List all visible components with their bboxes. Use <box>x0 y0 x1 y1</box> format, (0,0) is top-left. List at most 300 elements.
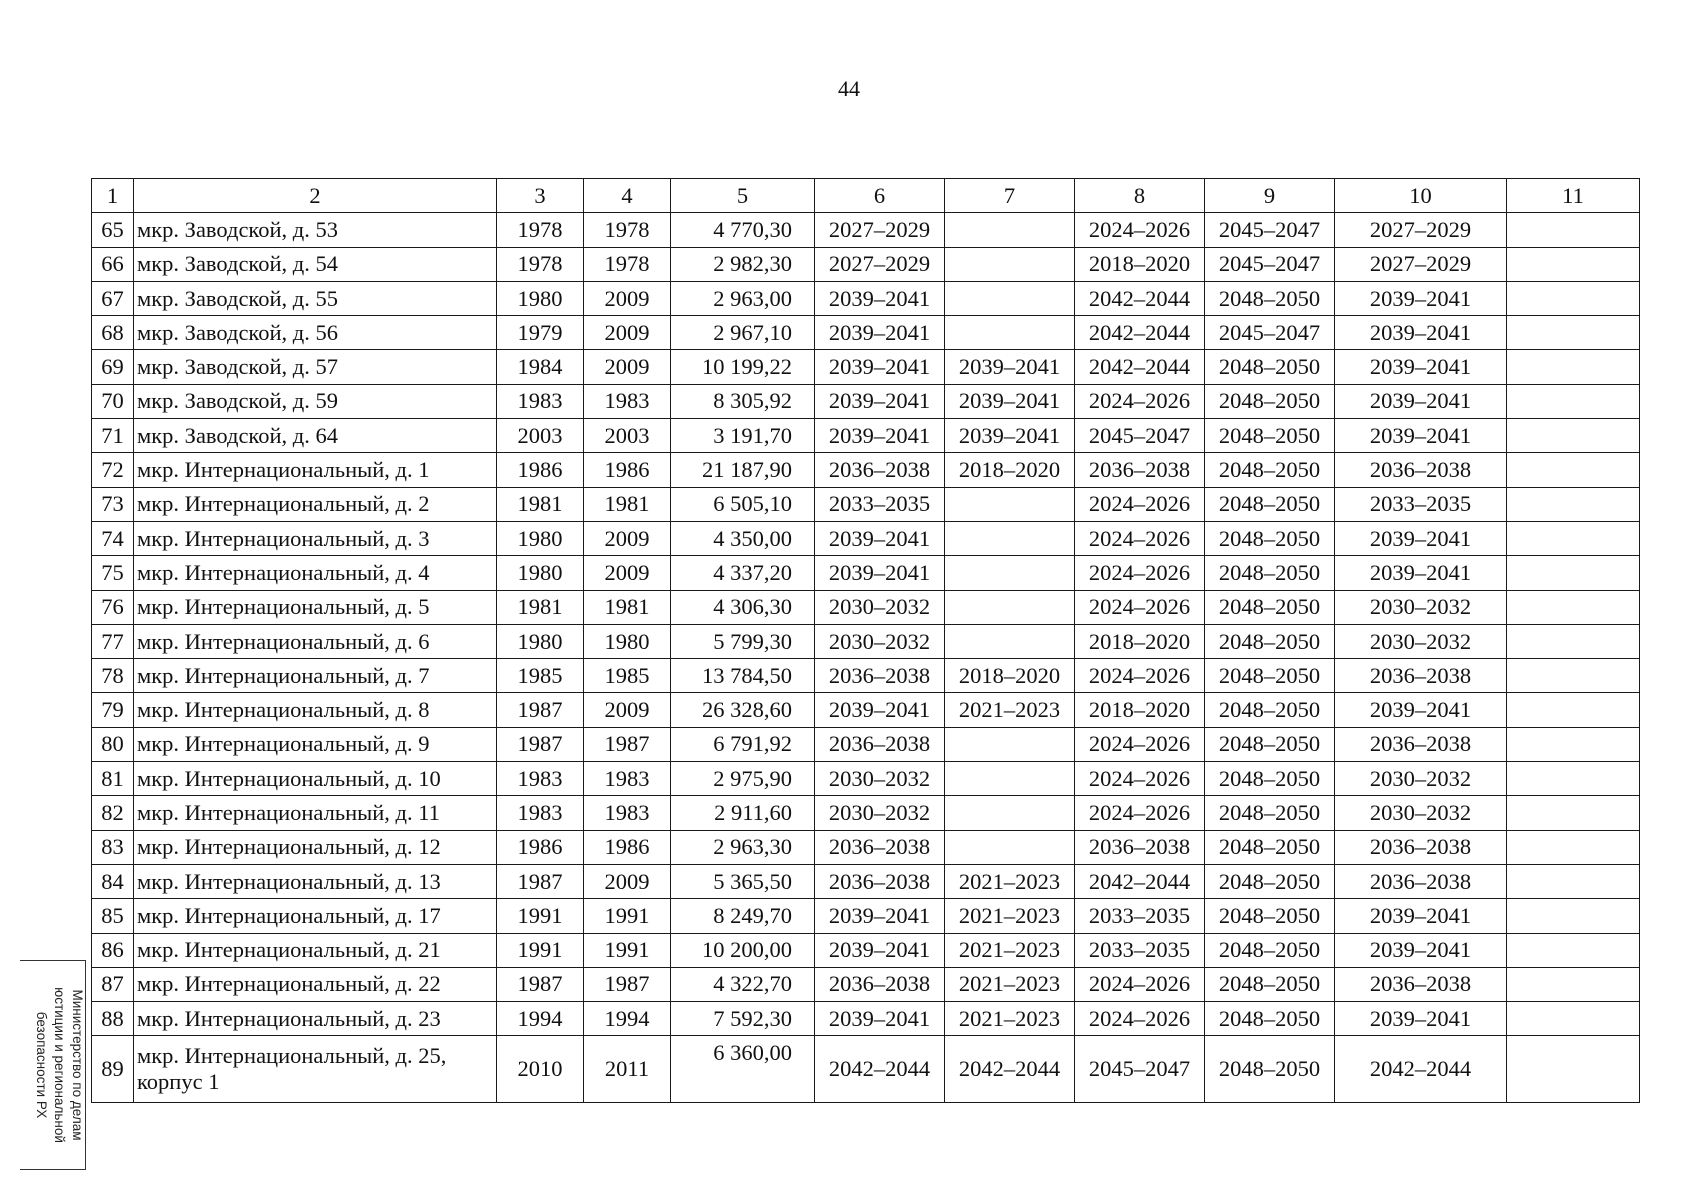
table-cell-col-3: 1987 <box>497 727 584 761</box>
column-header-3: 3 <box>497 179 584 213</box>
table-cell-col-2: мкр. Интернациональный, д. 10 <box>134 762 497 796</box>
table-cell-col-1: 67 <box>92 281 134 315</box>
column-header-1: 1 <box>92 179 134 213</box>
table-cell-col-3: 1987 <box>497 693 584 727</box>
table-cell-col-7 <box>945 830 1075 864</box>
table-cell-col-5: 8 305,92 <box>671 384 815 418</box>
table-cell-col-3: 1986 <box>497 830 584 864</box>
table-body <box>92 213 1640 1103</box>
table-cell-col-11 <box>1507 967 1640 1001</box>
table-cell-col-11 <box>1507 830 1640 864</box>
table-cell-col-4: 1978 <box>584 247 671 281</box>
table-row <box>92 1036 1640 1103</box>
table-cell-col-7: 2021–2023 <box>945 864 1075 898</box>
table-cell-col-11 <box>1507 693 1640 727</box>
table-cell-col-2: мкр. Интернациональный, д. 4 <box>134 556 497 590</box>
table-cell-col-7: 2021–2023 <box>945 899 1075 933</box>
header-row <box>92 179 1640 213</box>
table-cell-col-8: 2024–2026 <box>1075 967 1205 1001</box>
table-cell-col-9: 2048–2050 <box>1205 693 1335 727</box>
column-header-4: 4 <box>584 179 671 213</box>
table-row <box>92 899 1640 933</box>
table-cell-col-5: 8 249,70 <box>671 899 815 933</box>
table-cell-col-3: 1978 <box>497 213 584 247</box>
table-cell-col-9: 2048–2050 <box>1205 1036 1335 1103</box>
column-header-5: 5 <box>671 179 815 213</box>
table-cell-col-7 <box>945 247 1075 281</box>
table-cell-col-1: 87 <box>92 967 134 1001</box>
table-row <box>92 864 1640 898</box>
table-cell-col-6: 2039–2041 <box>815 899 945 933</box>
table-cell-col-7: 2039–2041 <box>945 384 1075 418</box>
table-row <box>92 1002 1640 1036</box>
table-cell-col-4: 1980 <box>584 624 671 658</box>
table-cell-col-5: 2 963,30 <box>671 830 815 864</box>
table-cell-col-10: 2036–2038 <box>1335 830 1507 864</box>
table-cell-col-3: 1987 <box>497 864 584 898</box>
table-cell-col-4: 1978 <box>584 213 671 247</box>
table-cell-col-3: 1980 <box>497 281 584 315</box>
stamp-line: юстиции и региональной <box>52 987 67 1143</box>
table-cell-col-9: 2048–2050 <box>1205 967 1335 1001</box>
table-cell-col-10: 2033–2035 <box>1335 487 1507 521</box>
table-cell-col-2: мкр. Интернациональный, д. 3 <box>134 521 497 555</box>
table-cell-col-9: 2048–2050 <box>1205 384 1335 418</box>
table-cell-col-4: 2009 <box>584 693 671 727</box>
table-cell-col-9: 2048–2050 <box>1205 590 1335 624</box>
table-row <box>92 762 1640 796</box>
table-cell-col-5: 10 200,00 <box>671 933 815 967</box>
table-cell-col-3: 1983 <box>497 384 584 418</box>
table-cell-col-1: 75 <box>92 556 134 590</box>
table-row <box>92 316 1640 350</box>
table-cell-col-10: 2030–2032 <box>1335 590 1507 624</box>
table-cell-col-2: мкр. Интернациональный, д. 1 <box>134 453 497 487</box>
table-cell-col-8: 2024–2026 <box>1075 590 1205 624</box>
table-cell-col-6: 2036–2038 <box>815 864 945 898</box>
table-cell-col-11 <box>1507 521 1640 555</box>
table-cell-col-5: 6 791,92 <box>671 727 815 761</box>
table-cell-col-4: 2009 <box>584 521 671 555</box>
table-cell-col-3: 1985 <box>497 659 584 693</box>
table-cell-col-2: мкр. Заводской, д. 57 <box>134 350 497 384</box>
table-cell-col-10: 2036–2038 <box>1335 967 1507 1001</box>
table-cell-col-8: 2024–2026 <box>1075 762 1205 796</box>
table-cell-col-6: 2039–2041 <box>815 281 945 315</box>
table-cell-col-11 <box>1507 316 1640 350</box>
table-cell-col-4: 1987 <box>584 727 671 761</box>
table-cell-col-3: 1979 <box>497 316 584 350</box>
table-cell-col-2: мкр. Заводской, д. 59 <box>134 384 497 418</box>
table-cell-col-3: 1981 <box>497 590 584 624</box>
table-cell-col-7: 2021–2023 <box>945 967 1075 1001</box>
table-cell-col-11 <box>1507 624 1640 658</box>
table-cell-col-8: 2036–2038 <box>1075 830 1205 864</box>
table-cell-col-9: 2048–2050 <box>1205 933 1335 967</box>
table-cell-col-5: 5 799,30 <box>671 624 815 658</box>
table-cell-col-7 <box>945 281 1075 315</box>
table-cell-col-6: 2039–2041 <box>815 419 945 453</box>
column-header-11: 11 <box>1507 179 1640 213</box>
table-cell-col-11 <box>1507 453 1640 487</box>
table-cell-col-3: 1980 <box>497 624 584 658</box>
registration-stamp-text <box>20 960 86 1170</box>
table-cell-col-8: 2024–2026 <box>1075 1002 1205 1036</box>
table-cell-col-7: 2042–2044 <box>945 1036 1075 1103</box>
table-cell-col-2: мкр. Интернациональный, д. 25, корпус 1 <box>134 1036 497 1103</box>
column-header-2: 2 <box>134 179 497 213</box>
table-cell-col-2: мкр. Интернациональный, д. 13 <box>134 864 497 898</box>
table-cell-col-7 <box>945 556 1075 590</box>
table-row <box>92 350 1640 384</box>
table-cell-col-11 <box>1507 933 1640 967</box>
table-cell-col-10: 2039–2041 <box>1335 933 1507 967</box>
table-cell-col-9: 2048–2050 <box>1205 830 1335 864</box>
table-row <box>92 933 1640 967</box>
table-cell-col-1: 89 <box>92 1036 134 1103</box>
table-cell-col-4: 2009 <box>584 556 671 590</box>
table-cell-col-3: 1991 <box>497 933 584 967</box>
table-cell-col-11 <box>1507 350 1640 384</box>
table-cell-col-6: 2030–2032 <box>815 624 945 658</box>
table-cell-col-6: 2036–2038 <box>815 659 945 693</box>
table-cell-col-8: 2042–2044 <box>1075 864 1205 898</box>
table-cell-col-10: 2027–2029 <box>1335 247 1507 281</box>
table-cell-col-2: мкр. Заводской, д. 53 <box>134 213 497 247</box>
table-cell-col-6: 2039–2041 <box>815 556 945 590</box>
table-row <box>92 213 1640 247</box>
page-number: 44 <box>838 76 860 101</box>
table-cell-col-2: мкр. Интернациональный, д. 8 <box>134 693 497 727</box>
table-cell-col-11 <box>1507 556 1640 590</box>
table-cell-col-3: 1986 <box>497 453 584 487</box>
table-cell-col-7: 2039–2041 <box>945 419 1075 453</box>
table-cell-col-4: 1983 <box>584 796 671 830</box>
table-cell-col-11 <box>1507 1002 1640 1036</box>
table-row <box>92 590 1640 624</box>
table-row <box>92 453 1640 487</box>
table-cell-col-6: 2027–2029 <box>815 213 945 247</box>
table-cell-col-1: 84 <box>92 864 134 898</box>
table-cell-col-6: 2039–2041 <box>815 693 945 727</box>
table-cell-col-9: 2045–2047 <box>1205 247 1335 281</box>
table-cell-col-8: 2042–2044 <box>1075 350 1205 384</box>
table-cell-col-10: 2039–2041 <box>1335 384 1507 418</box>
table-cell-col-6: 2039–2041 <box>815 933 945 967</box>
table-cell-col-2: мкр. Интернациональный, д. 5 <box>134 590 497 624</box>
table-cell-col-9: 2048–2050 <box>1205 556 1335 590</box>
table-cell-col-9: 2048–2050 <box>1205 899 1335 933</box>
table-cell-col-5: 4 337,20 <box>671 556 815 590</box>
table-cell-col-4: 1985 <box>584 659 671 693</box>
table-cell-col-10: 2030–2032 <box>1335 796 1507 830</box>
table-cell-col-5: 21 187,90 <box>671 453 815 487</box>
table-cell-col-8: 2018–2020 <box>1075 624 1205 658</box>
table-row <box>92 556 1640 590</box>
table-row <box>92 281 1640 315</box>
table-cell-col-9: 2048–2050 <box>1205 624 1335 658</box>
table-cell-col-10: 2039–2041 <box>1335 899 1507 933</box>
table-cell-col-6: 2039–2041 <box>815 384 945 418</box>
table-cell-col-6: 2030–2032 <box>815 762 945 796</box>
table-cell-col-4: 1983 <box>584 762 671 796</box>
table-cell-col-5: 10 199,22 <box>671 350 815 384</box>
table-cell-col-3: 1981 <box>497 487 584 521</box>
table-cell-col-8: 2024–2026 <box>1075 556 1205 590</box>
table-cell-col-10: 2039–2041 <box>1335 693 1507 727</box>
table-cell-col-5: 4 770,30 <box>671 213 815 247</box>
table-cell-col-9: 2048–2050 <box>1205 453 1335 487</box>
table-row <box>92 967 1640 1001</box>
table-cell-col-8: 2024–2026 <box>1075 487 1205 521</box>
table-cell-col-2: мкр. Интернациональный, д. 12 <box>134 830 497 864</box>
table-cell-col-4: 2009 <box>584 281 671 315</box>
table-cell-col-5: 2 982,30 <box>671 247 815 281</box>
table-cell-col-5: 4 306,30 <box>671 590 815 624</box>
table-cell-col-6: 2042–2044 <box>815 1036 945 1103</box>
table-cell-col-4: 2009 <box>584 350 671 384</box>
table-cell-col-11 <box>1507 419 1640 453</box>
table-cell-col-7 <box>945 213 1075 247</box>
table-cell-col-6: 2036–2038 <box>815 967 945 1001</box>
table-row <box>92 624 1640 658</box>
table-cell-col-4: 1983 <box>584 384 671 418</box>
table-cell-col-8: 2045–2047 <box>1075 419 1205 453</box>
table-cell-col-9: 2048–2050 <box>1205 796 1335 830</box>
table-cell-col-11 <box>1507 590 1640 624</box>
table-cell-col-2: мкр. Интернациональный, д. 21 <box>134 933 497 967</box>
table-cell-col-10: 2030–2032 <box>1335 624 1507 658</box>
table-cell-col-10: 2039–2041 <box>1335 316 1507 350</box>
table-cell-col-1: 80 <box>92 727 134 761</box>
table-cell-col-9: 2048–2050 <box>1205 659 1335 693</box>
table-cell-col-11 <box>1507 899 1640 933</box>
table-cell-col-9: 2048–2050 <box>1205 762 1335 796</box>
table-cell-col-8: 2036–2038 <box>1075 453 1205 487</box>
table-cell-col-2: мкр. Интернациональный, д. 6 <box>134 624 497 658</box>
table-cell-col-5: 6 505,10 <box>671 487 815 521</box>
table-cell-col-1: 76 <box>92 590 134 624</box>
table-cell-col-4: 1987 <box>584 967 671 1001</box>
table-cell-col-9: 2048–2050 <box>1205 864 1335 898</box>
table-cell-col-3: 1994 <box>497 1002 584 1036</box>
table-cell-col-3: 2003 <box>497 419 584 453</box>
schedule-table <box>91 178 1640 1103</box>
table-cell-col-10: 2039–2041 <box>1335 350 1507 384</box>
table-cell-col-8: 2024–2026 <box>1075 521 1205 555</box>
table-cell-col-11 <box>1507 727 1640 761</box>
table-cell-col-3: 1983 <box>497 762 584 796</box>
table-row <box>92 727 1640 761</box>
table-cell-col-3: 1987 <box>497 967 584 1001</box>
table-cell-col-9: 2048–2050 <box>1205 727 1335 761</box>
table-cell-col-7: 2018–2020 <box>945 659 1075 693</box>
table-cell-col-4: 2011 <box>584 1036 671 1103</box>
table-cell-col-8: 2024–2026 <box>1075 213 1205 247</box>
table-cell-col-5: 2 911,60 <box>671 796 815 830</box>
table-cell-col-3: 1980 <box>497 556 584 590</box>
table-cell-col-4: 1986 <box>584 453 671 487</box>
table-cell-col-1: 79 <box>92 693 134 727</box>
table-cell-col-10: 2042–2044 <box>1335 1036 1507 1103</box>
table-cell-col-4: 1994 <box>584 1002 671 1036</box>
table-cell-col-7 <box>945 624 1075 658</box>
table-cell-col-1: 85 <box>92 899 134 933</box>
stamp-line: Министерство по делам <box>70 989 85 1141</box>
table-cell-col-11 <box>1507 1036 1640 1103</box>
table-cell-col-6: 2036–2038 <box>815 727 945 761</box>
table-cell-col-7: 2039–2041 <box>945 350 1075 384</box>
table-cell-col-1: 72 <box>92 453 134 487</box>
table-cell-col-3: 1978 <box>497 247 584 281</box>
table-cell-col-8: 2024–2026 <box>1075 796 1205 830</box>
table-cell-col-9: 2048–2050 <box>1205 521 1335 555</box>
table-row <box>92 830 1640 864</box>
table-cell-col-10: 2027–2029 <box>1335 213 1507 247</box>
column-header-7: 7 <box>945 179 1075 213</box>
table-cell-col-10: 2039–2041 <box>1335 419 1507 453</box>
table-cell-col-10: 2039–2041 <box>1335 281 1507 315</box>
table-cell-col-7 <box>945 316 1075 350</box>
table-cell-col-2: мкр. Интернациональный, д. 11 <box>134 796 497 830</box>
table-cell-col-7: 2021–2023 <box>945 693 1075 727</box>
table-cell-col-1: 78 <box>92 659 134 693</box>
table-cell-col-1: 83 <box>92 830 134 864</box>
table-cell-col-5: 13 784,50 <box>671 659 815 693</box>
table-cell-col-1: 88 <box>92 1002 134 1036</box>
table-cell-col-1: 86 <box>92 933 134 967</box>
table-cell-col-5: 3 191,70 <box>671 419 815 453</box>
table-row <box>92 419 1640 453</box>
column-header-8: 8 <box>1075 179 1205 213</box>
column-header-10: 10 <box>1335 179 1507 213</box>
table-row <box>92 659 1640 693</box>
table-cell-col-3: 1983 <box>497 796 584 830</box>
table-cell-col-2: мкр. Заводской, д. 56 <box>134 316 497 350</box>
table-cell-col-2: мкр. Заводской, д. 55 <box>134 281 497 315</box>
table-cell-col-7 <box>945 796 1075 830</box>
table-cell-col-11 <box>1507 487 1640 521</box>
table-cell-col-9: 2048–2050 <box>1205 419 1335 453</box>
table-cell-col-7 <box>945 727 1075 761</box>
table-cell-col-8: 2042–2044 <box>1075 281 1205 315</box>
table-cell-col-1: 66 <box>92 247 134 281</box>
table-cell-col-1: 70 <box>92 384 134 418</box>
column-header-9: 9 <box>1205 179 1335 213</box>
table-cell-col-5: 7 592,30 <box>671 1002 815 1036</box>
table-cell-col-4: 2009 <box>584 864 671 898</box>
table-cell-col-8: 2033–2035 <box>1075 933 1205 967</box>
table-cell-col-7 <box>945 590 1075 624</box>
table-cell-col-6: 2027–2029 <box>815 247 945 281</box>
table-cell-col-1: 73 <box>92 487 134 521</box>
table-cell-col-6: 2039–2041 <box>815 350 945 384</box>
table-row <box>92 384 1640 418</box>
table-cell-col-1: 71 <box>92 419 134 453</box>
table-cell-col-2: мкр. Интернациональный, д. 2 <box>134 487 497 521</box>
table-cell-col-9: 2048–2050 <box>1205 1002 1335 1036</box>
table-cell-col-8: 2045–2047 <box>1075 1036 1205 1103</box>
table-cell-col-7: 2021–2023 <box>945 933 1075 967</box>
table-cell-col-6: 2039–2041 <box>815 521 945 555</box>
table-cell-col-3: 2010 <box>497 1036 584 1103</box>
table-cell-col-3: 1984 <box>497 350 584 384</box>
table-cell-col-11 <box>1507 384 1640 418</box>
column-header-6: 6 <box>815 179 945 213</box>
table-cell-col-2: мкр. Интернациональный, д. 9 <box>134 727 497 761</box>
table-cell-col-1: 74 <box>92 521 134 555</box>
table-cell-col-8: 2018–2020 <box>1075 693 1205 727</box>
table-cell-col-5: 2 975,90 <box>671 762 815 796</box>
table-cell-col-5: 2 967,10 <box>671 316 815 350</box>
table-cell-col-9: 2048–2050 <box>1205 487 1335 521</box>
table-cell-col-7 <box>945 521 1075 555</box>
table-cell-col-9: 2048–2050 <box>1205 350 1335 384</box>
table-cell-col-11 <box>1507 796 1640 830</box>
table-cell-col-6: 2036–2038 <box>815 830 945 864</box>
table-cell-col-11 <box>1507 213 1640 247</box>
table-cell-col-4: 2003 <box>584 419 671 453</box>
table-cell-col-6: 2033–2035 <box>815 487 945 521</box>
table-cell-col-5: 4 322,70 <box>671 967 815 1001</box>
table-cell-col-1: 65 <box>92 213 134 247</box>
table-cell-col-3: 1980 <box>497 521 584 555</box>
table-cell-col-7: 2021–2023 <box>945 1002 1075 1036</box>
table-cell-col-6: 2039–2041 <box>815 316 945 350</box>
table-cell-col-8: 2033–2035 <box>1075 899 1205 933</box>
table-cell-col-6: 2030–2032 <box>815 590 945 624</box>
table-cell-col-4: 1991 <box>584 933 671 967</box>
table-cell-col-9: 2048–2050 <box>1205 281 1335 315</box>
table-cell-col-10: 2039–2041 <box>1335 521 1507 555</box>
table-row <box>92 796 1640 830</box>
table-cell-col-10: 2036–2038 <box>1335 453 1507 487</box>
table-cell-col-1: 82 <box>92 796 134 830</box>
table-cell-col-7: 2018–2020 <box>945 453 1075 487</box>
table-cell-col-10: 2036–2038 <box>1335 864 1507 898</box>
table-cell-col-11 <box>1507 659 1640 693</box>
table-cell-col-2: мкр. Интернациональный, д. 22 <box>134 967 497 1001</box>
table-cell-col-9: 2045–2047 <box>1205 316 1335 350</box>
table-cell-col-10: 2036–2038 <box>1335 727 1507 761</box>
table-cell-col-1: 81 <box>92 762 134 796</box>
table-cell-col-6: 2039–2041 <box>815 1002 945 1036</box>
table-cell-col-1: 69 <box>92 350 134 384</box>
table-cell-col-4: 1981 <box>584 487 671 521</box>
table-cell-col-5: 2 963,00 <box>671 281 815 315</box>
table-cell-col-1: 68 <box>92 316 134 350</box>
table-cell-col-8: 2024–2026 <box>1075 659 1205 693</box>
stamp-line: безопасности РХ <box>34 1011 49 1119</box>
table-cell-col-5: 4 350,00 <box>671 521 815 555</box>
table-cell-col-2: мкр. Интернациональный, д. 23 <box>134 1002 497 1036</box>
table-cell-col-3: 1991 <box>497 899 584 933</box>
table-cell-col-10: 2030–2032 <box>1335 762 1507 796</box>
table-cell-col-4: 2009 <box>584 316 671 350</box>
table-cell-col-10: 2039–2041 <box>1335 1002 1507 1036</box>
table-row <box>92 487 1640 521</box>
table-cell-col-9: 2045–2047 <box>1205 213 1335 247</box>
table-cell-col-5: 6 360,00 <box>671 1036 815 1103</box>
table-cell-col-5: 26 328,60 <box>671 693 815 727</box>
table-cell-col-11 <box>1507 864 1640 898</box>
table-cell-col-2: мкр. Заводской, д. 54 <box>134 247 497 281</box>
table-row <box>92 521 1640 555</box>
table-cell-col-2: мкр. Заводской, д. 64 <box>134 419 497 453</box>
table-row <box>92 693 1640 727</box>
table-cell-col-8: 2024–2026 <box>1075 384 1205 418</box>
table-cell-col-8: 2018–2020 <box>1075 247 1205 281</box>
